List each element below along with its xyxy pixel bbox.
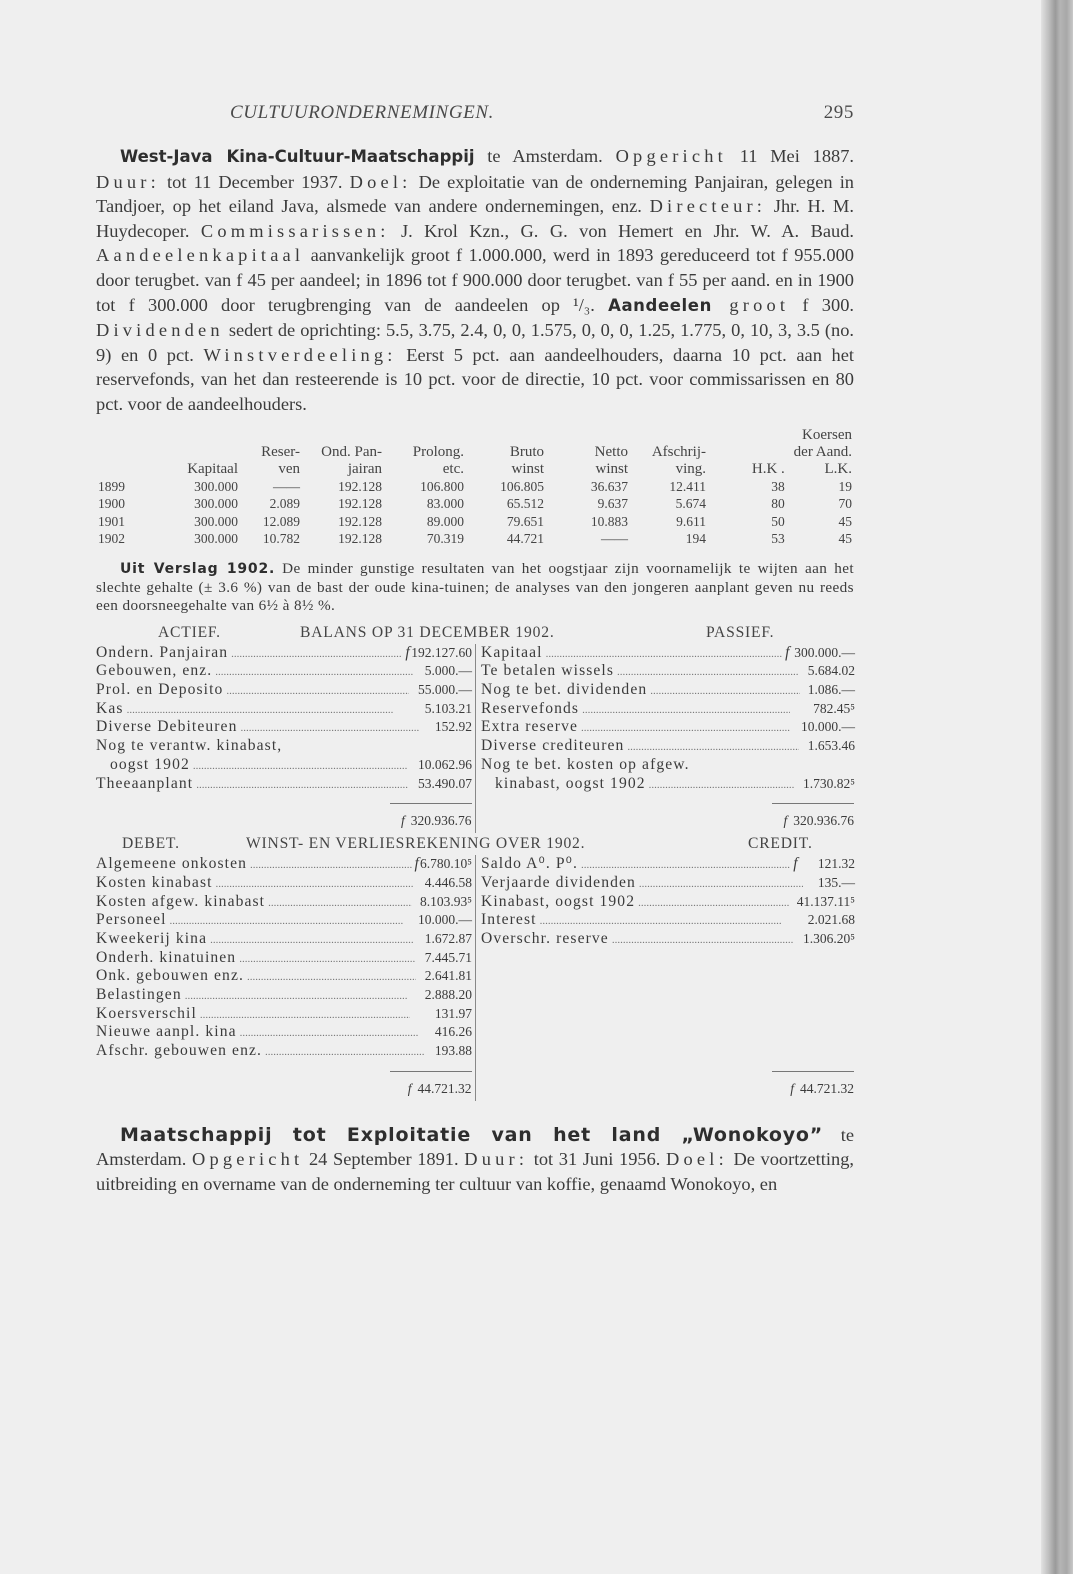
ledger-label: Reservefonds <box>481 699 580 717</box>
doel-value: De voortzetting, uitbreiding en overname van de onderneming ter cultuur van koffie, genaamd Wonokoyo, en <box>96 1149 854 1194</box>
ledger-row <box>96 775 475 794</box>
leader-dots <box>581 719 790 738</box>
leader-dots <box>196 776 408 795</box>
table-cell: 10.782 <box>262 531 300 547</box>
doel-label: Doel: <box>666 1149 728 1170</box>
year-cell: 1901 <box>98 513 125 529</box>
ledger-label: Afschr. gebouwen enz. <box>96 1042 262 1060</box>
balance-title: BALANS OP 31 DECEMBER 1902. <box>300 623 555 641</box>
ledger-amount: 4.446.58 <box>424 874 472 890</box>
leader-dots <box>200 1006 410 1025</box>
ledger-row <box>476 893 855 912</box>
ledger-label: Personeel <box>96 911 167 929</box>
ledger-label: Kapitaal <box>481 643 543 661</box>
header-cell: ven <box>278 460 300 477</box>
ledger-row <box>476 930 855 949</box>
balance-sheet-header <box>96 622 854 644</box>
financial-stats-table <box>96 427 854 548</box>
table-cell: —— <box>601 531 628 547</box>
table-cell: 9.611 <box>676 513 706 529</box>
table-row <box>96 495 854 513</box>
ledger-amount: 2.021.68 <box>807 912 855 928</box>
ledger-row <box>476 644 855 663</box>
ledger-label: Onk. gebouwen enz. <box>96 967 244 985</box>
opgericht-label: Opgericht <box>615 146 727 166</box>
ledger-label: Diverse crediteuren <box>481 737 625 755</box>
directeur-value: Jhr. H. M. Huydecoper. <box>96 196 855 241</box>
profit-loss-account <box>96 855 854 1061</box>
year-cell: 1899 <box>98 478 125 494</box>
header-cell-koersen: Koersen <box>802 426 852 443</box>
ledger-label: Ondern. Panjairan <box>96 643 229 661</box>
doel-value: De exploitatie van de onderneming Panjairan, gelegen in Tandjoer, op het eiland Java, alsmede van andere ondernemingen, enz. <box>96 171 854 217</box>
leader-dots <box>638 894 789 913</box>
table-cell: 300.000 <box>194 513 238 529</box>
ledger-label: Kinabast, oogst 1902 <box>481 892 636 910</box>
table-cell: 192.128 <box>338 478 382 494</box>
ledger-amount: 5.103.21 <box>424 700 472 716</box>
header-cell: etc. <box>442 460 464 477</box>
table-cell: 300.000 <box>194 496 238 512</box>
total-value <box>790 1081 854 1097</box>
header-cell: Prolong. <box>412 443 464 460</box>
kapitaal-value: aanvankelijk groot f 1.000.000, werd in 1893 gereduceerd tot f 955.000 door terugbet. van f 45 per aandeel; in 1896 tot f 900.000 door terugbet. van f 55 per aand. en in 1900 tot f 300.000 door terugbrenging van de aandeelen op ¹/₃. <box>96 245 854 315</box>
currency-symbol: f <box>400 813 405 829</box>
table-row <box>96 478 854 496</box>
passief-total <box>476 793 855 833</box>
ledger-row <box>96 874 475 893</box>
leader-dots <box>650 682 799 701</box>
ledger-label: Nog te verantw. kinabast, <box>96 737 283 755</box>
profit-loss-title: WINST- EN VERLIESREKENING OVER 1902. <box>246 835 586 853</box>
duur-label: Duur: <box>464 1149 529 1170</box>
table-cell: 12.089 <box>262 513 300 529</box>
duur-value: tot 31 Juni 1956. <box>528 1149 667 1170</box>
leader-dots <box>193 757 408 776</box>
header-cell <box>96 461 154 478</box>
leader-dots <box>127 701 395 720</box>
ledger-label: Verjaarde dividenden <box>481 873 636 891</box>
currency-symbol: f <box>405 643 410 661</box>
dividenden-label: Dividenden <box>96 320 224 341</box>
ledger-row <box>96 681 475 700</box>
table-header-row <box>96 461 854 478</box>
ledger-label: Nog te bet. kosten op afgew. <box>481 755 690 773</box>
ledger-amount: 1.653.46 <box>807 738 855 754</box>
leader-dots <box>231 645 402 664</box>
ledger-label: oogst 1902 <box>110 755 190 773</box>
ledger-row <box>476 874 855 893</box>
ledger-label: Nieuwe aanpl. kina <box>96 1023 237 1041</box>
passief-total-amount: 320.936.76 <box>793 813 854 829</box>
credit-title: CREDIT. <box>748 835 813 853</box>
header-cell: Netto <box>594 443 628 460</box>
ledger-label: Algemeene onkosten <box>96 855 248 873</box>
header-cell <box>96 427 154 444</box>
ledger-amount: 5.000.— <box>424 663 472 679</box>
total-value <box>783 813 854 829</box>
ledger-amount: 416.26 <box>434 1024 472 1040</box>
leader-dots <box>627 738 798 757</box>
ledger-label: Te betalen wissels <box>481 662 615 680</box>
ledger-amount: 41.137.11⁵ <box>796 893 855 909</box>
credit-total-amount: 44.721.32 <box>800 1080 854 1096</box>
leader-dots <box>250 856 412 875</box>
table-cell: 70 <box>838 496 852 512</box>
ledger-amount: 1.306.20⁵ <box>803 930 855 946</box>
ledger-row <box>96 662 475 681</box>
leader-dots <box>649 776 795 795</box>
header-cell <box>466 427 546 444</box>
company-entry-west-java <box>96 144 854 417</box>
report-text: De minder gunstige resultaten van het oogstjaar zijn voornamelijk te wijten aan het slechte gehalte (± 3.6 %) van de bast der oude kina-tuinen; de analyses van den jongeren aanplant geven nu reeds een doorsneegehalte van 6½ à 8½ %. <box>96 559 854 615</box>
ledger-amount: 1.730.82⁵ <box>803 775 855 791</box>
actief-total <box>96 793 476 833</box>
kapitaal-label: Aandeelenkapitaal <box>96 245 305 266</box>
ledger-amount: 131.97 <box>434 1005 472 1021</box>
header-cell <box>96 444 154 461</box>
ledger-row <box>96 1042 475 1061</box>
ledger-label: Belastingen <box>96 986 182 1003</box>
ledger-label: Kosten kinabast <box>96 873 213 891</box>
header-cell: Ond. Pan- <box>321 443 382 460</box>
ledger-amount: 300.000.— <box>794 644 855 660</box>
leader-dots <box>540 912 781 931</box>
ledger-label: Koersverschil <box>96 1004 197 1022</box>
ledger-label: Nog te bet. dividenden <box>481 681 648 699</box>
aandeelen-groot: groot <box>711 294 790 315</box>
currency-symbol: f <box>407 1080 412 1096</box>
ledger-row <box>96 756 475 775</box>
year-cell: 1900 <box>98 496 125 512</box>
ledger-row <box>96 986 475 1005</box>
leader-dots <box>239 950 416 969</box>
opgericht-label: Opgericht <box>192 1149 304 1170</box>
total-rule <box>772 1071 854 1072</box>
credit-column <box>476 855 855 1061</box>
leader-dots <box>210 931 413 950</box>
ledger-amount: 8.103.93⁵ <box>420 893 472 909</box>
doel-label: Doel: <box>349 171 412 192</box>
ledger-row <box>476 756 855 775</box>
header-cell: H.K . <box>751 460 785 477</box>
table-row <box>96 513 854 531</box>
debet-column <box>96 855 476 1061</box>
leader-dots <box>240 719 419 738</box>
ledger-row <box>476 737 855 756</box>
ledger-amount: 5.684.02 <box>807 663 855 679</box>
ledger-label: Diverse Debiteuren <box>96 718 238 736</box>
ledger-label: Kosten afgew. kinabast <box>96 892 266 910</box>
ledger-label: Theeaanplant <box>96 774 194 792</box>
leader-dots <box>185 987 407 1006</box>
ledger-label: Kas <box>96 699 124 717</box>
ledger-row <box>96 855 475 874</box>
ledger-amount: 7.445.71 <box>424 949 472 965</box>
leader-dots <box>216 875 414 894</box>
table-cell: 83.000 <box>426 496 464 512</box>
winstverdeeling-label: Winstverdeeling: <box>203 344 397 365</box>
leader-dots <box>240 1024 419 1043</box>
company-name: Maatschappij tot Exploitatie van het land „Wonokoyo” <box>120 1123 824 1146</box>
table-cell: 36.637 <box>590 478 628 494</box>
ledger-amount: 135.— <box>817 874 855 890</box>
table-cell: 45 <box>838 531 852 547</box>
header-cell <box>240 427 302 444</box>
table-row <box>96 530 854 548</box>
actief-title: ACTIEF. <box>158 623 221 641</box>
total-rule <box>390 803 472 804</box>
ledger-row <box>476 700 855 719</box>
header-cell <box>154 444 240 461</box>
ledger-label: Overschr. reserve <box>481 929 609 947</box>
aandeelen-label: Aandeelen <box>608 295 712 315</box>
header-cell: Afschrij- <box>651 443 706 460</box>
leader-dots <box>226 682 408 701</box>
ledger-amount: 2.888.20 <box>424 987 472 1002</box>
debet-total <box>96 1061 476 1101</box>
header-cell: ving. <box>675 460 706 477</box>
header-cell: L.K. <box>824 460 852 477</box>
table-cell: 9.637 <box>597 496 628 512</box>
ledger-row <box>96 911 475 930</box>
header-cell <box>154 427 240 444</box>
aandeelen-value: f 300. <box>789 294 854 315</box>
ledger-label: Extra reserve <box>481 718 578 736</box>
ledger-row <box>476 718 855 737</box>
directeur-label: Directeur: <box>649 196 767 217</box>
table-cell: 192.128 <box>338 496 382 512</box>
ledger-row <box>96 737 475 756</box>
total-rule <box>390 1071 472 1072</box>
table-cell: 106.805 <box>500 478 544 494</box>
company-name: West-Java Kina-Cultuur-Maatschappij <box>120 147 475 166</box>
ledger-amount: 152.92 <box>434 719 472 735</box>
ledger-label: kinabast, oogst 1902 <box>495 774 646 792</box>
currency-symbol: f <box>783 813 788 829</box>
ledger-row <box>96 700 475 719</box>
ledger-amount: 192.127.60 <box>411 644 472 660</box>
ledger-row <box>96 718 475 737</box>
profit-loss-totals <box>96 1061 854 1101</box>
ledger-row <box>96 949 475 968</box>
year-cell: 1902 <box>98 531 125 547</box>
leader-dots <box>247 968 416 987</box>
book-page <box>96 96 854 1197</box>
table-cell: 192.128 <box>338 531 382 547</box>
table-cell: 106.800 <box>420 478 464 494</box>
header-cell <box>302 427 384 444</box>
table-cell: —— <box>273 478 300 494</box>
winstverdeeling-value: Eerst 5 pct. aan aandeelhouders, daarna 10 pct. aan het reservefonds, van het dan resteerende is 10 pct. voor de directie, 10 pct. voor commissarissen en 80 pct. voor de aandeelhouders. <box>96 344 854 414</box>
leader-dots <box>268 894 412 913</box>
leader-dots <box>582 701 790 720</box>
leader-dots <box>265 1043 425 1062</box>
ledger-amount: 6.780.10⁵ <box>420 856 472 872</box>
ledger-row <box>96 644 475 663</box>
header-cell: Kapitaal <box>187 460 238 477</box>
company-location: te Amsterdam. <box>474 146 616 166</box>
ledger-amount: 55.000.— <box>418 682 472 698</box>
currency-symbol: f <box>790 1080 794 1096</box>
report-label: Uit Verslag 1902. <box>120 560 276 577</box>
header-cell <box>384 427 466 444</box>
table-header-row <box>96 427 854 444</box>
ledger-row <box>476 911 855 930</box>
running-title: CULTUURONDERNEMINGEN. <box>230 102 494 123</box>
debet-total-amount: 44.721.32 <box>417 1080 472 1096</box>
ledger-label: Gebouwen, enz. <box>96 662 213 680</box>
ledger-label: Kweekerij kina <box>96 929 208 947</box>
ledger-amount: 2.641.81 <box>424 968 472 984</box>
currency-symbol: f <box>414 855 419 873</box>
total-value <box>408 1081 472 1097</box>
leader-dots <box>639 875 803 894</box>
table-cell: 5.674 <box>675 496 706 512</box>
table-cell: 19 <box>838 478 852 494</box>
ledger-amount: 1.672.87 <box>424 930 472 946</box>
ledger-row <box>96 1023 475 1042</box>
passief-column <box>476 644 855 794</box>
ledger-row <box>96 893 475 912</box>
ledger-amount: 53.490.07 <box>418 775 472 791</box>
debet-title: DEBET. <box>122 835 180 853</box>
credit-total <box>476 1061 855 1101</box>
header-cell: winst <box>511 460 544 477</box>
leader-dots <box>581 856 790 875</box>
table-cell: 65.512 <box>506 496 544 512</box>
ledger-amount: 1.086.— <box>807 682 855 698</box>
running-head <box>96 96 854 130</box>
opgericht-value: 24 September 1891. <box>303 1149 465 1170</box>
table-cell: 50 <box>771 513 785 529</box>
ledger-row <box>96 1005 475 1024</box>
book-binding-edge <box>1041 0 1073 1574</box>
ledger-row <box>476 775 855 794</box>
profit-loss-header <box>96 833 854 855</box>
leader-dots <box>546 645 783 664</box>
ledger-row <box>96 930 475 949</box>
ledger-label: Interest <box>481 911 537 929</box>
table-cell: 2.089 <box>269 496 300 512</box>
leader-dots <box>617 663 798 682</box>
ledger-row <box>96 967 475 986</box>
ledger-amount: 193.88 <box>434 1043 472 1059</box>
header-cell <box>546 427 630 444</box>
leader-dots <box>170 912 404 931</box>
ledger-amount: 10.000.— <box>418 912 472 928</box>
table-cell: 53 <box>771 531 785 547</box>
actief-column <box>96 644 476 794</box>
table-cell: 192.128 <box>338 513 382 529</box>
balance-sheet <box>96 644 854 794</box>
header-cell: jairan <box>347 460 382 477</box>
currency-symbol: f <box>793 855 798 873</box>
table-cell: 300.000 <box>194 478 238 494</box>
table-cell: 12.411 <box>669 478 706 494</box>
ledger-row <box>476 681 855 700</box>
ledger-amount: 10.000.— <box>800 719 855 735</box>
total-rule <box>772 803 854 804</box>
passief-title: PASSIEF. <box>706 623 775 641</box>
ledger-label: Prol. en Deposito <box>96 681 224 699</box>
page-number: 295 <box>823 102 854 123</box>
table-cell: 89.000 <box>426 513 464 529</box>
table-cell: 80 <box>771 496 785 512</box>
header-cell: winst <box>595 460 628 477</box>
commissarissen-label: Commissarissen: <box>200 220 390 241</box>
table-cell: 38 <box>771 478 785 494</box>
table-cell: 45 <box>838 513 852 529</box>
ledger-row <box>476 855 855 874</box>
company-location: te Amsterdam. <box>96 1124 854 1170</box>
total-value <box>401 813 472 829</box>
table-cell: 44.721 <box>506 531 544 547</box>
table-cell: 79.651 <box>506 513 544 529</box>
leader-dots <box>215 663 413 682</box>
company-entry-wonokoyo <box>96 1123 854 1197</box>
ledger-amount: 782.45⁵ <box>813 700 855 716</box>
header-cell: Bruto <box>509 443 544 460</box>
table-cell: 194 <box>685 531 706 547</box>
balance-totals <box>96 793 854 833</box>
table-cell: 70.319 <box>426 531 464 547</box>
ledger-label: Onderh. kinatuinen <box>96 948 237 966</box>
table-cell: 10.883 <box>590 513 628 529</box>
duur-value: tot 11 December 1937. <box>159 171 350 192</box>
header-cell: Reser- <box>261 443 300 460</box>
header-cell <box>630 427 708 444</box>
actief-total-amount: 320.936.76 <box>410 813 472 829</box>
header-cell: der Aand. <box>793 443 852 460</box>
table-cell: 300.000 <box>194 531 238 547</box>
leader-dots <box>612 931 794 950</box>
table-header-row <box>96 444 854 461</box>
duur-label: Duur: <box>96 171 160 192</box>
opgericht-value: 11 Mei 1887. <box>726 146 854 166</box>
ledger-amount: 121.32 <box>817 856 855 872</box>
commissarissen-value: J. Krol Kzn., G. G. von Hemert en Jhr. W. A. Baud. <box>389 220 854 241</box>
dividenden-value: sedert de oprichting: 5.5, 3.75, 2.4, 0, 0, 1.575, 0, 0, 0, 1.25, 1.775, 0, 10, 3, 3.5 (no. 9) en 0 pct. <box>96 320 854 365</box>
ledger-row <box>476 662 855 681</box>
currency-symbol: f <box>785 643 790 661</box>
ledger-label: Saldo A⁰. P⁰. <box>481 855 578 873</box>
annual-report-excerpt <box>96 560 854 616</box>
ledger-amount: 10.062.96 <box>418 756 472 772</box>
